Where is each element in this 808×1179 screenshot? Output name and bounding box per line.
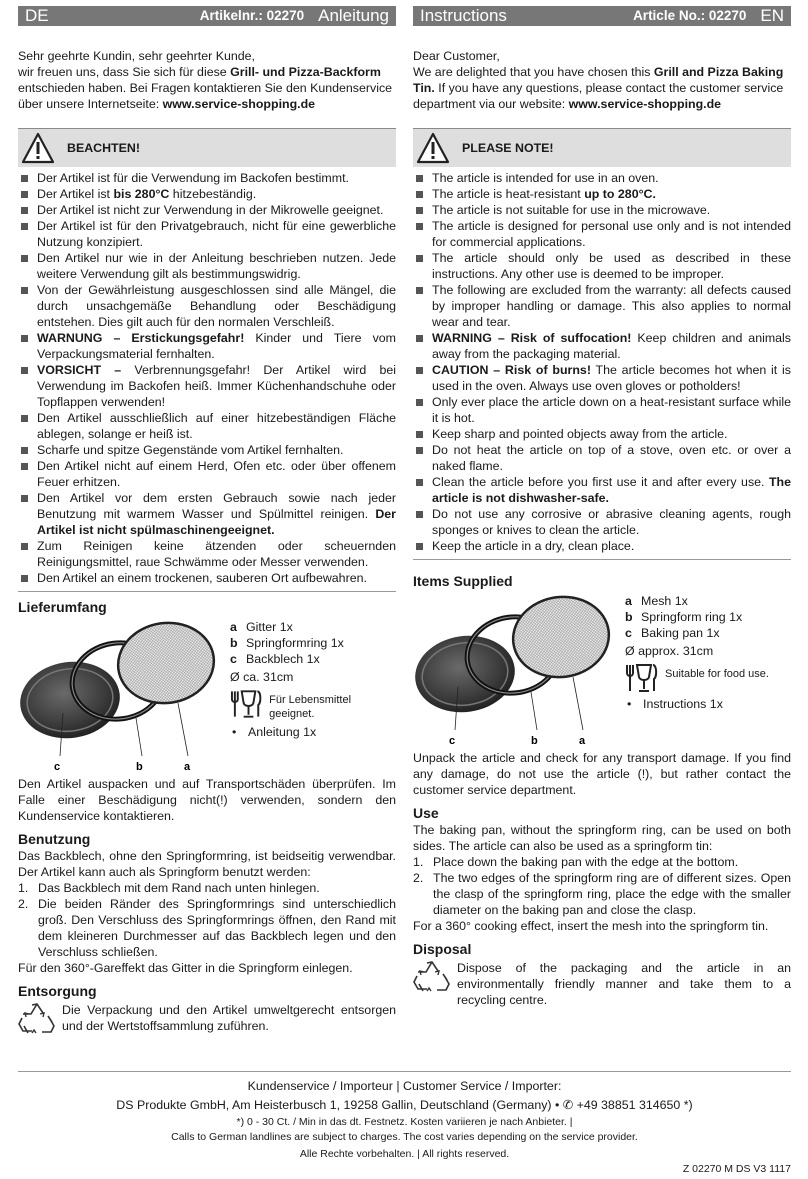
safety-item: Der Artikel ist nicht zur Verwendung in der Mikrowelle geeignet. [18, 202, 396, 218]
website-link[interactable]: www.service-shopping.de [568, 97, 722, 111]
food-safe-text: Suitable for food use. [665, 668, 769, 680]
doc-title: Instructions [420, 6, 507, 25]
safety-item: Clean the article before you first use it and after every use. The article is not dishwasher-safe. [413, 474, 791, 506]
safety-item: WARNING – Risk of suffocation! Keep children and animals away from the packaging material. [413, 330, 791, 362]
safety-item: Scharfe und spitze Gegenstände vom Artikel fernhalten. [18, 442, 396, 458]
english-column [413, 6, 791, 1008]
use-text: The baking pan, without the springform ring, can be used on both sides. The article can also be used as a springform tin: [413, 823, 791, 853]
safety-item: The article is not suitable for use in the microwave. [413, 202, 791, 218]
safety-list [18, 170, 396, 586]
supply-section [18, 616, 396, 776]
safety-item: Von der Gewährleistung ausgeschlossen sind alle Mängel, die durch unsachgemäße Behandlung oder Beschädigung entstehen. Dies gilt auch für den normalen Verschleiß. [18, 282, 396, 330]
header-bar-en [413, 6, 791, 26]
safety-item: Keep the article in a dry, clean place. [413, 538, 791, 554]
food-safe-icon [230, 689, 263, 719]
safety-item: The article is intended for use in an oven. [413, 170, 791, 186]
disposal-title: Disposal [413, 941, 472, 957]
supply-list [625, 593, 769, 712]
product-illustration [413, 592, 623, 750]
label-a: a [579, 735, 586, 747]
safety-item: Den Artikel nicht auf einem Herd, Ofen etc. oder über offenem Feuer erhitzen. [18, 458, 396, 490]
website-link[interactable]: www.service-shopping.de [162, 97, 316, 111]
safety-item: Zum Reinigen keine ätzenden oder scheuernden Reinigungsmittel, raue Schwämme oder Messer verwenden. [18, 538, 396, 570]
supply-title: Lieferumfang [18, 599, 107, 615]
safety-item: Den Artikel vor dem ersten Gebrauch sowie nach jeder Benutzung mit warmem Wasser und Spülmittel reinigen. Der Artikel ist nicht spülmaschinengeeignet. [18, 490, 396, 538]
supply-item: b Springform ring 1x [625, 610, 743, 624]
disposal-text: Dispose of the packaging and the article in an environmentally friendly manner and take them to a recycling centre. [457, 961, 791, 1007]
footer-address: DS Produkte GmbH, Am Heisterbusch 1, 19258 Gallin, Deutschland (Germany) • ✆ +49 38851 314650 *) [116, 1098, 693, 1112]
warning-box [413, 128, 791, 167]
unpack-text: Den Artikel auspacken und auf Transportschäden überprüfen. Im Falle einer Beschädigung nicht(!) verwenden, sondern den Kundenservice kontaktieren. [18, 777, 396, 823]
label-c: c [54, 761, 61, 773]
food-safe-icon [625, 663, 659, 693]
header-bar-de [18, 6, 396, 26]
warning-triangle-icon [21, 132, 55, 164]
use-title: Use [413, 805, 439, 821]
diameter: Ø approx. 31cm [625, 644, 714, 658]
safety-item: WARNUNG – Erstickungsgefahr! Kinder und Tiere vom Verpackungsmaterial fernhalten. [18, 330, 396, 362]
use-step: 1. Place down the baking pan with the edge at the bottom. [413, 855, 739, 869]
supply-title: Items Supplied [413, 573, 513, 589]
document-code: Z 02270 M DS V3 1117 [682, 1163, 791, 1175]
recycle-icon [413, 960, 451, 994]
safety-item: VORSICHT – Verbrennungsgefahr! Der Artikel wird bei Verwendung im Backofen heiß. Immer Küchenhandschuhe oder Topflappen verwenden! [18, 362, 396, 410]
use-steps [413, 854, 791, 918]
article-number: Artikelnr.: 02270 [199, 8, 305, 23]
food-safe-row [230, 689, 396, 721]
supply-list [230, 619, 396, 740]
intro-text: Sehr geehrte Kundin, sehr geehrter Kunde, wir freuen uns, dass Sie sich für diese Grill- und Pizza-Backform entschieden haben. Bei Fragen kontaktieren Sie den Kundenservice über unsere Internetseite: www.service-shopping.de [18, 49, 393, 111]
supply-section [413, 590, 791, 750]
use-step: 1. Das Backblech mit dem Rand nach unten hinlegen. [18, 881, 320, 895]
use-end-text: Für den 360°-Gareffekt das Gitter in die Springform einlegen. [18, 961, 353, 975]
safety-item: Keep sharp and pointed objects away from the article. [413, 426, 791, 442]
article-number: Article No.: 02270 [633, 8, 747, 23]
safety-item: Only ever place the article down on a heat-resistant surface while it is hot. [413, 394, 791, 426]
footer-cost-en: Calls to German landlines are subject to charges. The cost varies depending on the service provider. [171, 1131, 638, 1143]
label-a: a [184, 761, 191, 773]
divider [413, 559, 791, 560]
footer-service-title: Kundenservice / Importeur | Customer Service / Importer: [247, 1079, 562, 1093]
lang-code: DE [25, 6, 49, 25]
lang-code: EN [760, 6, 784, 25]
safety-item: Der Artikel ist für den Privatgebrauch, nicht für eine gewerbliche Nutzung konzipiert. [18, 218, 396, 250]
safety-item: Den Artikel ausschließlich auf einer hitzebeständigen Fläche ablegen, solange er heiß ist. [18, 410, 396, 442]
use-end-text: For a 360° cooking effect, insert the mesh into the springform tin. [413, 919, 769, 933]
supply-item: b Springformring 1x [230, 636, 344, 650]
disposal-text: Die Verpackung und den Artikel umweltgerecht entsorgen und der Wertstoffsammlung zuführen. [62, 1003, 396, 1033]
food-safe-row [625, 663, 769, 693]
intro-text: Dear Customer, We are delighted that you have chosen this Grill and Pizza Baking Tin. If you have any questions, please contact the customer service department via our website: www.service-shopping.de [413, 49, 784, 111]
use-text: Das Backblech, ohne den Springformring, ist beidseitig verwendbar. Der Artikel kann auch als Springform benutzt werden: [18, 849, 396, 879]
safety-item: Den Artikel nur wie in der Anleitung beschrieben nutzen. Jede weitere Verwendung gilt als bestimmungswidrig. [18, 250, 396, 282]
divider [18, 591, 396, 592]
safety-item: Do not heat the article on top of a stove, oven etc. or over a naked flame. [413, 442, 791, 474]
use-step: 2. Die beiden Ränder des Springformrings sind unterschiedlich groß. Den Verschluss des Springformrings öffnen, den Rand mit dem kleineren Durchmesser auf das Backblech legen und den Verschluss schließen. [18, 897, 396, 959]
warning-title: BEACHTEN! [67, 141, 140, 155]
safety-item: The article should only be used as described in these instructions. Any other use is deemed to be improper. [413, 250, 791, 282]
diameter: Ø ca. 31cm [230, 670, 294, 684]
supply-item: a Mesh 1x [625, 594, 688, 608]
german-column [18, 6, 396, 1036]
use-title: Benutzung [18, 831, 91, 847]
label-c: c [449, 735, 456, 747]
footer [18, 1071, 791, 1162]
use-step: 2. The two edges of the springform ring are of different sizes. Open the clasp of the springform ring, place the edge with the smaller diameter on the baking pan and close the clasp. [413, 871, 791, 917]
product-illustration [18, 618, 228, 776]
disposal-row [18, 1002, 396, 1036]
disposal-title: Entsorgung [18, 983, 97, 999]
safety-item: Den Artikel an einem trockenen, sauberen Ort aufbewahren. [18, 570, 396, 586]
safety-item: The following are excluded from the warranty: all defects caused by improper handling or damage. This also applies to normal wear and tear. [413, 282, 791, 330]
label-b: b [531, 735, 538, 747]
instructions-item: • Anleitung 1x [230, 724, 396, 740]
safety-item: CAUTION – Risk of burns! The article becomes hot when it is used in the oven. Always use oven gloves or potholders! [413, 362, 791, 394]
safety-item: Do not use any corrosive or abrasive cleaning agents, rough sponges or knives to clean the article. [413, 506, 791, 538]
recycle-icon [18, 1002, 56, 1036]
footer-rights: Alle Rechte vorbehalten. | All rights reserved. [299, 1148, 510, 1160]
footer-cost-de: *) 0 - 30 Ct. / Min in das dt. Festnetz. Kosten variieren je nach Anbieter. | [236, 1116, 573, 1128]
warning-title: PLEASE NOTE! [462, 141, 554, 155]
safety-list [413, 170, 791, 554]
supply-item: c Backblech 1x [230, 652, 320, 666]
safety-item: The article is heat-resistant up to 280°C. [413, 186, 791, 202]
safety-item: The article is designed for personal use only and is not intended for commercial applications. [413, 218, 791, 250]
doc-title: Anleitung [318, 6, 389, 25]
unpack-text: Unpack the article and check for any transport damage. If you find any damage, do not use the article (!), but rather contact the customer service department. [413, 751, 791, 797]
instructions-item: • Instructions 1x [625, 696, 769, 712]
label-b: b [136, 761, 143, 773]
supply-item: a Gitter 1x [230, 620, 293, 634]
warning-box [18, 128, 396, 167]
supply-item: c Baking pan 1x [625, 626, 720, 640]
food-safe-text: Für Lebensmittel geeignet. [269, 694, 352, 720]
safety-item: Der Artikel ist bis 280°C hitzebeständig. [18, 186, 396, 202]
safety-item: Der Artikel ist für die Verwendung im Backofen bestimmt. [18, 170, 396, 186]
disposal-row [413, 960, 791, 1008]
use-steps [18, 880, 396, 960]
warning-triangle-icon [416, 132, 450, 164]
